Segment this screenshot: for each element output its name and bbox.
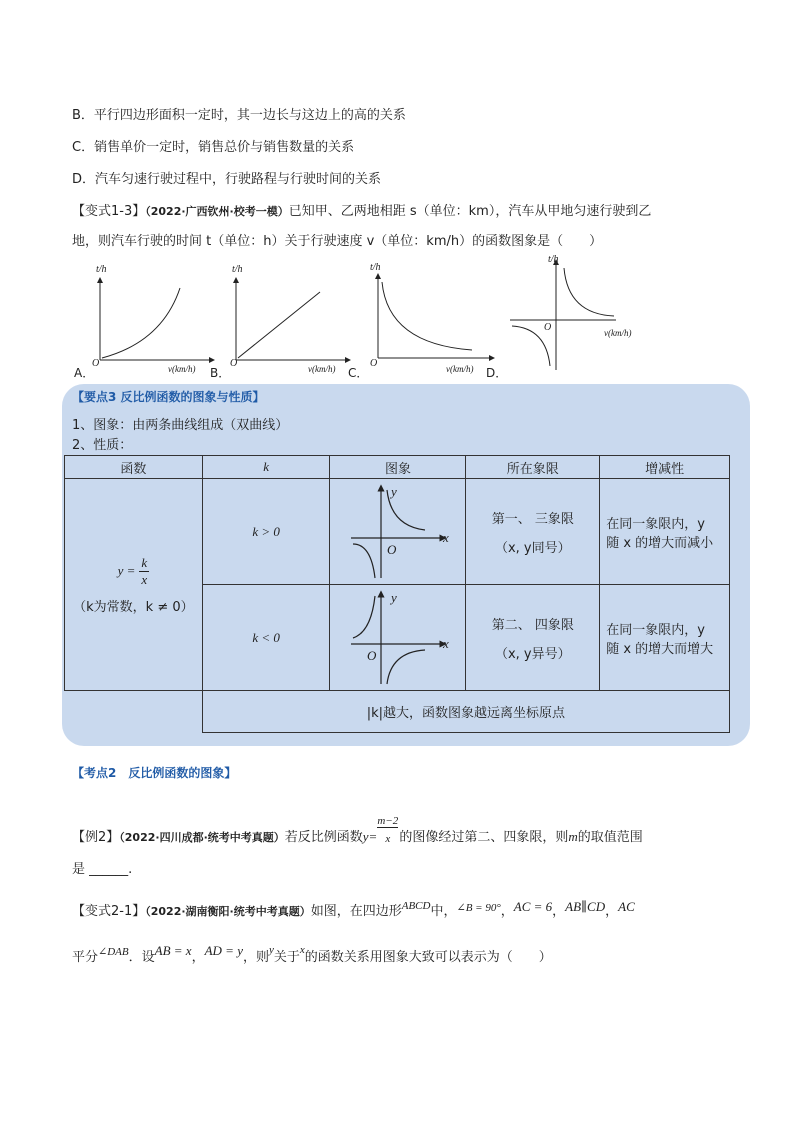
variant21-acend: AC (618, 899, 635, 914)
variant21-ac: AC = 6 (513, 899, 553, 914)
graph-d-t-label: t/h (548, 254, 559, 265)
property-table (64, 455, 730, 733)
choice-b: B． (210, 366, 231, 380)
example2-den: x (385, 833, 391, 845)
example2-tag: 【例2】 (72, 830, 120, 845)
trend-k-positive-1: 在同一象限内，y (606, 516, 705, 532)
variant21-abcd: ABCD (401, 900, 431, 912)
k-positive: k > 0 (202, 479, 330, 585)
quadrant-k-positive-cell (466, 479, 600, 585)
graph-a-o-label: O (92, 358, 100, 369)
graph-b-v-label: v(km/h) (308, 364, 336, 374)
axis-x-label-1: x (442, 529, 449, 545)
variant21-line2: 平分$^{\angle DAB}$．设AB = x，AD = y，则$^y$关于$^x$的函数关系用图象大致可以表示为（ ） (72, 943, 552, 965)
hyperbola-k-positive (343, 482, 453, 582)
option-c: C．销售单价一定时，销售总价与销售数量的关系 (72, 140, 355, 155)
variant21-text: 如图，在四边形 (310, 904, 402, 919)
example2-source: （2022·四川成都·统考中考真题） (119, 831, 285, 844)
axis-x-label-2: x (442, 635, 449, 651)
variant21-line2c: ，则 (242, 950, 269, 965)
variant21-mid: 中， (430, 904, 457, 919)
variant21-angle: ∠B = 90° (456, 902, 501, 914)
hyperbola-k-negative (343, 588, 453, 688)
example2-text3: 的取值范围 (577, 830, 643, 845)
axis-o-label-2: O (366, 647, 377, 663)
axis-o-label-1: O (386, 541, 397, 557)
variant21-yv: y (268, 944, 274, 956)
func-y: y = (117, 563, 136, 578)
graph-k-negative-cell (330, 585, 466, 691)
graph-k-positive-cell (330, 479, 466, 585)
variant21-line2e: 的函数关系用图象大致可以表示为（ ） (304, 950, 552, 965)
header-function: 函数 (65, 456, 203, 479)
variant21-line2d: 关于 (273, 950, 300, 965)
option-b: B．平行四边形面积一定时，其一边长与这边上的高的关系 (72, 108, 406, 123)
trend-k-negative-2: 随 x 的增大而增大 (606, 641, 714, 657)
variant13-line2: 地，则汽车行驶的时间 t（单位：h）关于行驶速度 v（单位：km/h）的函数图象是（ ） (72, 234, 603, 249)
example2-line1 (72, 815, 643, 845)
sign-k-negative: （x, y异号） (494, 646, 571, 662)
variant13-text1: 已知甲、乙两地相距 s（单位：km），汽车从甲地匀速行驶到乙 (288, 204, 652, 219)
variant21-tag: 【变式2-1】 (72, 904, 146, 919)
graph-a-v-label: v(km/h) (168, 364, 196, 374)
trend-k-negative-cell (600, 585, 730, 691)
table-footer-row (65, 691, 730, 733)
graph-d-o-label: O (544, 322, 552, 333)
trend-k-negative-1: 在同一象限内，y (606, 622, 705, 638)
keypoint3-title: 【要点3 反比例函数的图象与性质】 (72, 390, 265, 404)
variant13-tag: 【变式1-3】 (72, 204, 146, 219)
func-den: x (141, 571, 148, 587)
sign-k-positive: （x, y同号） (494, 540, 571, 556)
example2-line2: 是 ______. (72, 862, 133, 877)
keypoint3-item1: 1、图象：由两条曲线组成（双曲线） (72, 418, 289, 433)
keypoint3-item2: 2、性质： (72, 438, 133, 453)
graph-c-v-label: v(km/h) (446, 364, 474, 374)
variant21-par: AB∥CD (565, 899, 606, 914)
header-quadrant: 所在象限 (466, 456, 600, 479)
example2-var: m (568, 829, 578, 844)
variant21-line2b: ．设 (128, 950, 155, 965)
variant21-ady: AD = y (204, 943, 243, 958)
choice-c: C． (348, 366, 369, 380)
variant13-source: （2022·广西钦州·校考一模） (145, 205, 289, 218)
choice-a: A． (74, 366, 95, 380)
table-row-k-positive (65, 479, 730, 585)
trend-k-positive-2: 随 x 的增大而减小 (606, 535, 714, 551)
example2-func: y= (362, 829, 378, 844)
func-cond: （k为常数，k ≠ 0） (73, 599, 194, 615)
graph-a-t-label: t/h (96, 264, 107, 275)
function-cell (65, 479, 203, 691)
trend-k-positive-cell (600, 479, 730, 585)
graph-c-t-label: t/h (370, 262, 381, 273)
quadrant-k-negative-cell (466, 585, 600, 691)
table-footer: |k|越大，函数图象越远离坐标原点 (202, 691, 729, 733)
axis-y-label-1: y (390, 483, 397, 499)
example2-text: 若反比例函数 (284, 830, 363, 845)
variant21-line1: 【变式2-1】（2022·湖南衡阳·统考中考真题）如图，在四边形$^{ABCD}$中，$^{\angle B = 90^\circ}$，AC = 6，AB∥CD，AC (72, 899, 635, 919)
graph-d-v-label: v(km/h) (604, 328, 632, 338)
graph-d (506, 254, 636, 374)
example2-num: m−2 (377, 815, 399, 827)
func-num: k (141, 554, 148, 570)
variant21-dab: ∠DAB (98, 946, 129, 958)
variant21-source: （2022·湖南衡阳·统考中考真题） (145, 905, 311, 918)
header-graph: 图象 (330, 456, 466, 479)
graph-b-t-label: t/h (232, 264, 243, 275)
exam2-title: 【考点2 反比例函数的图象】 (72, 766, 237, 780)
option-d: D．汽车匀速行驶过程中，行驶路程与行驶时间的关系 (72, 172, 382, 187)
quadrant-k-positive: 第一、 三象限 (491, 511, 574, 527)
example2-text2: 的图像经过第二、四象限，则 (399, 830, 569, 845)
graph-c-o-label: O (370, 358, 378, 369)
axis-y-label-2: y (390, 589, 397, 605)
variant21-line2a: 平分 (72, 950, 99, 965)
choice-d: D． (486, 366, 508, 380)
k-negative: k < 0 (202, 585, 330, 691)
variant13-line1 (72, 200, 651, 219)
header-monotonic: 增减性 (600, 456, 730, 479)
variant21-abx: AB = x (154, 943, 192, 958)
table-header-row (65, 456, 730, 479)
graph-b-o-label: O (230, 358, 238, 369)
header-k: k (202, 456, 330, 479)
variant21-xv: x (299, 944, 305, 956)
quadrant-k-negative: 第二、 四象限 (491, 617, 574, 633)
